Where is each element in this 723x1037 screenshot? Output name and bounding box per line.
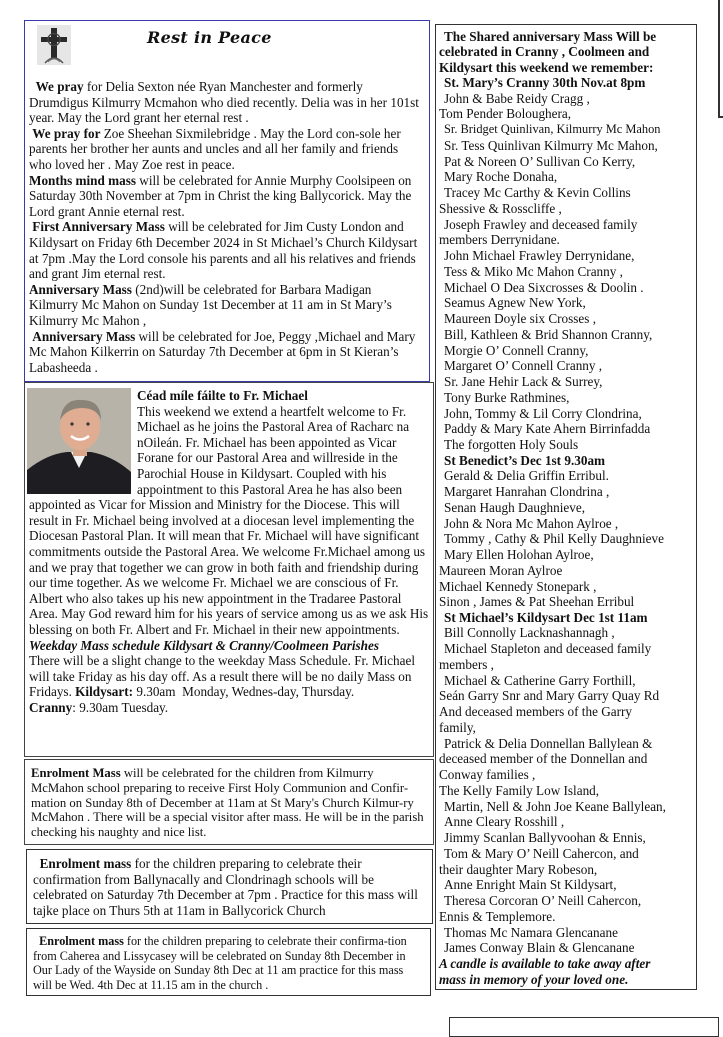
remembered-name: John & Babe Reidy Cragg , [444,90,590,106]
remembered-name: John & Nora Mc Mahon Aylroe , [444,515,619,531]
remembered-name: Martin, Nell & John Joe Keane Ballylean, [444,798,666,814]
remembered-name: Paddy & Mary Kate Ahern Birrinfadda [444,421,651,437]
remembered-name: their daughter Mary Robeson, [439,861,598,877]
remembered-name: John, Tommy & Lil Corry Clondrina, [444,405,642,421]
remembered-name: Tony Burke Rathmines, [444,389,570,405]
notice-paragraph [29,282,423,329]
remembered-name: Margaret Hanrahan Clondrina , [444,484,610,500]
rest-in-peace-title: Rest in Peace [147,28,272,47]
remembered-name: Senan Haugh Daughnieve, [444,499,585,515]
enrolment-notice [26,849,433,924]
remembered-name: Michael Stapleton and deceased family [444,641,652,657]
intro-line: Kildysart this weekend we remember: [439,59,654,75]
enrolment-notice [24,759,434,845]
remembered-name: Tommy , Cathy & Phil Kelly Daughnieve [444,531,664,547]
notice-paragraph [29,79,423,126]
notice-paragraph [29,329,423,376]
welcome-heading: Céad míle fáilte to Fr. Michael [137,388,308,403]
shared-anniversary-groups [439,75,693,956]
enrolment-text: will be celebrated for the children from Kilmurry McMahon school preparing to receive First Holy Communion and Confir-mation on Sunday 8th of December at 11am at St Mary's Church Kilmur-ry McMahon . There will be a special visitor after mass. He will be in the parish checking his naughty and nice list. [31,766,424,840]
remembered-name: Maureen Doyle six Crosses , [444,311,596,327]
remembered-name: Jimmy Scanlan Ballyvoohan & Ennis, [444,830,646,846]
notice-text: will be celebrated for Joe, Peggy ,Michael and Mary Mc Mahon Kilkerrin on Saturday 7th December at 6pm in St Kieran’s Labasheeda . [29,328,416,375]
mass-group-heading: St. Mary’s Cranny 30th Nov.at 8pm [444,75,646,91]
notice-paragraph [29,219,423,281]
rest-in-peace-box [24,20,430,382]
schedule-text: There will be a slight change to the weekday Mass Schedule. Fr. Michael will take Friday as his day off. As a result there will be no daily Mass on Fridays. [29,653,415,700]
intro-line: The Shared anniversary Mass Will be [444,29,657,44]
weekday-schedule-heading: Weekday Mass schedule Kildysart & Cranny/Coolmeen Parishes [29,637,379,653]
remembered-name: Morgie O’ Connell Cranny, [444,342,589,358]
remembered-name: Joseph Frawley and deceased family [444,216,638,232]
kildysart-times: 9.30am Monday, Wednes-day, Thursday. [133,684,411,700]
remembered-name: Mary Ellen Holohan Aylroe, [444,547,594,563]
remembered-name: Tess & Miko Mc Mahon Cranny , [444,263,623,279]
notice-text: (2nd)will be celebrated for Barbara Madigan Kilmurry Mc Mahon on Sunday 1st December at 11 am in St Mary’s Kilmurry Mc Mahon , [29,281,392,328]
next-notice-box-top [449,1017,719,1037]
welcome-box [24,382,434,757]
remembered-name: Margaret O’ Connell Cranny , [444,358,603,374]
notice-text: will be celebrated for Jim Custy London and Kildysart on Friday 6th December 2024 in St Michael’s Church Kildysart at 7pm .May the Lord console his parents and all his relatives and friends and grant Jim eternal rest. [29,219,418,282]
kildysart-label: Kildysart: [75,684,134,700]
priest-portrait-image [27,388,131,494]
notice-text: for Delia Sexton née Ryan Manchester and formerly Drumdigus Kilmurry Mcmahon who died recently. Delia was in her 101st year. May the Lord grant her eternal rest . [29,79,419,126]
shared-anniversary-intro [439,29,693,75]
remembered-name: Shessive & Rosscliffe , [439,200,562,216]
remembered-name: Michael O Dea Sixcrosses & Doolin . [444,279,644,295]
notice-lead: First Anniversary Mass [32,219,165,235]
remembered-name: Bill Connolly Lacknashannagh , [444,625,615,641]
remembered-name: Bill, Kathleen & Brid Shannon Cranny, [444,326,653,342]
remembered-name: Tom Pender Boloughera, [439,106,572,122]
notice-lead: Anniversary Mass [32,328,136,344]
cranny-times: : 9.30am Tuesday. [72,699,169,715]
remembered-name: Sr. Tess Quinlivan Kilmurry Mc Mahon, [444,137,658,153]
weekday-schedule-text [29,653,429,715]
rest-in-peace-header [29,21,423,79]
notice-text: Zoe Sheehan Sixmilebridge . May the Lord con-sole her parents her brother her aunts and uncles and all her family and friends who loved her . May Zoe rest in peace. [29,125,401,172]
enrolment-text: for the children preparing to celebrate their confirma-tion from Caherea and Lissycasey will be celebrated on Sunday 8th December in Our Lady of the Wayside on Sunday 8th Dec at 11 am practice for this mass will be Wed. 4th Dec at 11.15 am in the church . [33,934,407,992]
remembered-name: Sr. Bridget Quinlivan, Kilmurry Mc Mahon [444,122,661,137]
remembered-name: Seamus Agnew New York, [444,295,586,311]
page-edge-rule [718,0,720,118]
enrolment-text: for the children preparing to celebrate their confirmation from Ballynacally and Clondrinagh schools will be celebrated on Saturday 7th December at 7pm . Practice for this mass will tajke place on Thurs 5th at 11am in Ballycorick Church [33,856,418,918]
remembered-name: And deceased members of the Garry [439,704,632,720]
page-edge-rule-tick [718,116,723,118]
remembered-name: Thomas Mc Namara Glencanane [444,924,618,940]
remembered-name: deceased member of the Donnellan and [439,751,648,767]
remembered-name: Conway families , [439,767,536,783]
remembered-name: family, [439,719,476,735]
remembered-name: Anne Cleary Rosshill , [444,814,565,830]
notice-paragraph [29,126,423,173]
cranny-label: Cranny [29,699,73,715]
enrolment-lead: Enrolment Mass [31,766,121,780]
remembered-name: Mary Roche Donaha, [444,169,558,185]
mass-group-heading: St Benedict’s Dec 1st 9.30am [444,452,606,468]
remembered-name: members Derrynidane. [439,232,560,248]
notice-paragraph [29,173,423,220]
remembered-name: members , [439,656,494,672]
remembered-name: James Conway Blain & Glencanane [444,940,635,956]
notice-lead: We pray for [32,125,101,141]
intro-line: celebrated in Cranny , Coolmeen and [439,44,650,60]
mass-group-heading: St Michael’s Kildysart Dec 1st 11am [444,610,648,626]
shared-anniversary-box [435,24,697,990]
remembered-name: Patrick & Delia Donnellan Ballylean & [444,735,653,751]
remembered-name: Ennis & Templemore. [439,908,556,924]
celtic-cross-icon [37,25,71,65]
remembered-name: Anne Enright Main St Kildysart, [444,877,617,893]
remembered-name: Tom & Mary O’ Neill Cahercon, and [444,845,639,861]
notice-lead: Anniversary Mass [29,281,132,297]
notice-lead: We pray [35,79,84,94]
remembered-name: Michael Kennedy Stonepark , [439,578,597,594]
welcome-body: This weekend we extend a heartfelt welcome to Fr. Michael as he joins the Pastoral Area of Racharc na nOileán. Fr. Michael has been appointed as Vicar Forane for our Pastoral Area and willreside in the Parochial House in Kildysart. Coupled with his appointment to this Pastoral Area he has also been appointed as Vicar for Mission and Ministry for the Diocese. This will result in Fr. Michael being involved at a diocesan level implementing the Diocesan Pastoral Plan. It will mean that Fr. Michael will have significant commitments outside the Pastoral Area. We welcome Fr.Michael among us and we pray that together we can grow in both faith and friendship during our time together. As we welcome Fr. Michael we are conscious of Fr. Albert who also takes up his new appointment in the Tradaree Pastoral Area. May God reward him for his years of service among us as we ask His blessing on both Fr. Albert and Fr. Michael in their new appointments. [29,403,429,637]
priest-portrait-photo [27,388,131,494]
remembered-name: Theresa Corcoran O’ Neill Cahercon, [444,893,642,909]
remembered-name: Tracey Mc Carthy & Kevin Collins [444,185,631,201]
enrolment-notice [26,928,431,996]
enrolment-lead: Enrolment mass [39,934,124,948]
remembered-name: The Kelly Family Low Island, [439,782,600,798]
candle-note [439,956,693,988]
remembered-name: Pat & Noreen O’ Sullivan Co Kerry, [444,153,636,169]
remembered-name: Michael & Catherine Garry Forthill, [444,672,636,688]
remembered-name: John Michael Frawley Derrynidane, [444,248,635,264]
candle-note-line: A candle is available to take away after [439,956,651,972]
notice-text: will be celebrated for Annie Murphy Coolsipeen on Saturday 30th November at 7pm in Christ the king Ballycorick. May the Lord grant Annie eternal rest. [29,172,412,219]
remembered-name: Maureen Moran Aylroe [439,562,563,578]
enrolment-lead: Enrolment mass [39,856,132,871]
remembered-name: The forgotten Holy Souls [444,437,579,453]
remembered-name: Gerald & Delia Griffin Erribul. [444,468,609,484]
candle-note-line: mass in memory of your loved one. [439,971,629,987]
remembered-name: Seán Garry Snr and Mary Garry Quay Rd [439,688,660,704]
notice-lead: Months mind mass [29,172,136,188]
rest-in-peace-body [29,79,423,375]
remembered-name: Sinon , James & Pat Sheehan Erribul [439,594,635,610]
remembered-name: Sr. Jane Hehir Lack & Surrey, [444,374,603,390]
